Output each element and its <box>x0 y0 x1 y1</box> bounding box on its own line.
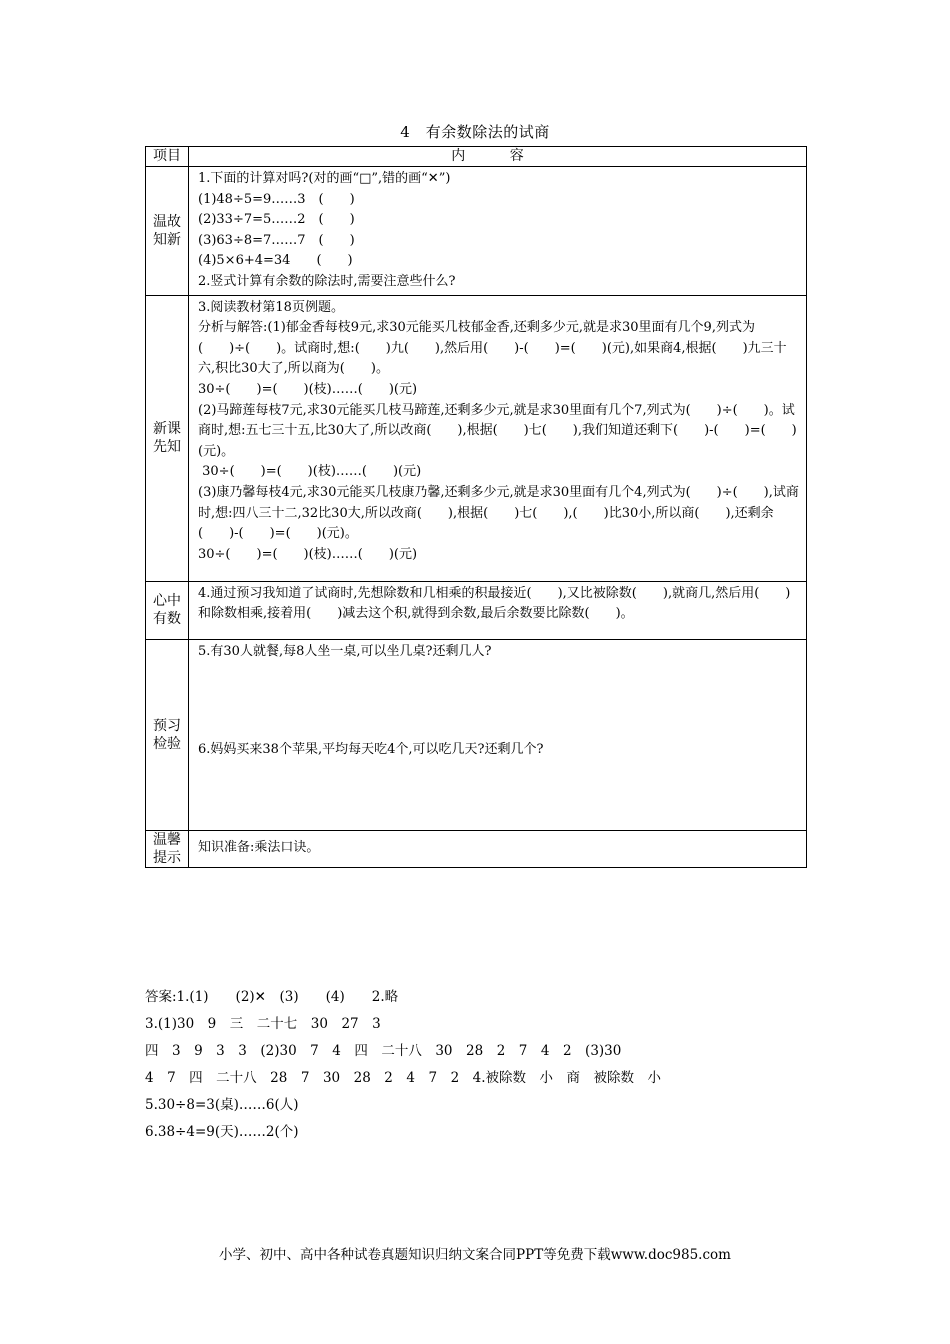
equation-line-3: 30÷( )=( )(枝)……( )(元) <box>198 546 418 562</box>
question-1-item: (3)63÷8=7……7 ( ) <box>198 232 355 248</box>
question-5-text: 5.有30人就餐,每8人坐一桌,可以坐几桌?还剩几人? <box>198 643 492 659</box>
answer-section <box>145 984 661 1146</box>
question-1-item: (4)5×6+4=34 ( ) <box>198 253 353 269</box>
answer-line: 四 3 9 3 3 (2)30 7 4 四 二十八 30 28 2 7 4 2 (3)30 <box>145 1043 622 1059</box>
table-row <box>146 639 807 830</box>
table-row <box>146 167 807 296</box>
row-label-text: 心中 有数 <box>153 593 181 628</box>
row-label-tip <box>146 830 189 867</box>
answer-line: 4 7 四 二十八 28 7 30 28 2 4 7 2 4.被除数 小 商 被除数 小 <box>145 1070 662 1086</box>
row-content-check <box>189 639 807 830</box>
footer-text: 小学、初中、高中各种试卷真题知识归纳文案合同PPT等免费下载www.doc985.com <box>219 1247 731 1263</box>
analysis-part-3: (3)康乃馨每枝4元,求30元能买几枝康乃馨,还剩多少元,就是求30里面有几个4,列式为( )÷( ),试商时,想:四八三十二,32比30大,所以改商( ),根据( )七( ),( )比30小,所以商( ),还剩余( )-( )=( )(元)。 <box>198 484 799 542</box>
tip-text: 知识准备:乘法口诀。 <box>198 840 320 856</box>
row-label-check <box>146 639 189 830</box>
table-row <box>146 830 807 867</box>
row-label-preview <box>146 295 189 581</box>
table-row <box>146 581 807 639</box>
study-table <box>145 146 807 868</box>
row-label-text: 新课 先知 <box>153 421 181 456</box>
question-6-text: 6.妈妈买来38个苹果,平均每天吃4个,可以吃几天?还剩几个? <box>198 742 544 758</box>
question-2-text: 2.竖式计算有余数的除法时,需要注意些什么? <box>198 273 456 289</box>
row-label-text: 温故 知新 <box>153 213 181 248</box>
header-content: 内 容 <box>189 147 807 167</box>
row-content-review <box>189 167 807 296</box>
equation-line-1: 30÷( )=( )(枝)……( )(元) <box>198 381 418 397</box>
table-row <box>146 295 807 581</box>
analysis-part-2: (2)马蹄莲每枝7元,求30元能买几枝马蹄莲,还剩多少元,就是求30里面有几个7,列式为( )÷( )。试商时,想:五七三十五,比30大了,所以改商( ),根据( )七( ),我们知道还剩下( )-( )=( )(元)。 <box>198 402 797 459</box>
answer-line: 5.30÷8=3(桌)……6(人) <box>145 1097 299 1113</box>
row-content-tip <box>189 830 807 867</box>
row-label-text: 温馨 提示 <box>153 831 181 866</box>
question-3-intro: 3.阅读教材第18页例题。 <box>198 299 344 315</box>
analysis-part-1: 分析与解答:(1)郁金香每枝9元,求30元能买几枝郁金香,还剩多少元,就是求30里面有几个9,列式为( )÷( )。试商时,想:( )九( ),然后用( )-( )=( )(元),如果商4,根据( )九三十六,积比30大了,所以商为( )。 <box>198 320 787 377</box>
document-title: 4 有余数除法的试商 <box>400 123 550 141</box>
table-header-row <box>146 147 807 167</box>
answer-line: 答案:1.(1) (2)✕ (3) (4) 2.略 <box>145 989 399 1005</box>
question-1-item: (1)48÷5=9……3 ( ) <box>198 191 355 207</box>
equation-line-2: 30÷( )=( )(枝)……( )(元) <box>198 464 422 480</box>
question-1-item: (2)33÷7=5……2 ( ) <box>198 212 355 228</box>
row-label-text: 预习 检验 <box>153 717 181 752</box>
header-label: 项目 <box>146 147 189 167</box>
row-content-preview <box>189 295 807 581</box>
answer-line: 3.(1)30 9 三 二十七 30 27 3 <box>145 1016 381 1032</box>
answer-line: 6.38÷4=9(天)……2(个) <box>145 1124 299 1140</box>
question-4-text: 4.通过预习我知道了试商时,先想除数和几相乘的积最接近( ),又比被除数( ),就商几,然后用( )和除数相乘,接着用( )减去这个积,就得到余数,最后余数要比除数( )。 <box>198 585 791 622</box>
row-label-summary <box>146 581 189 639</box>
row-content-summary <box>189 581 807 639</box>
question-1-text: 1.下面的计算对吗?(对的画“□”,错的画“✕”) <box>198 171 451 186</box>
row-label-review <box>146 167 189 296</box>
